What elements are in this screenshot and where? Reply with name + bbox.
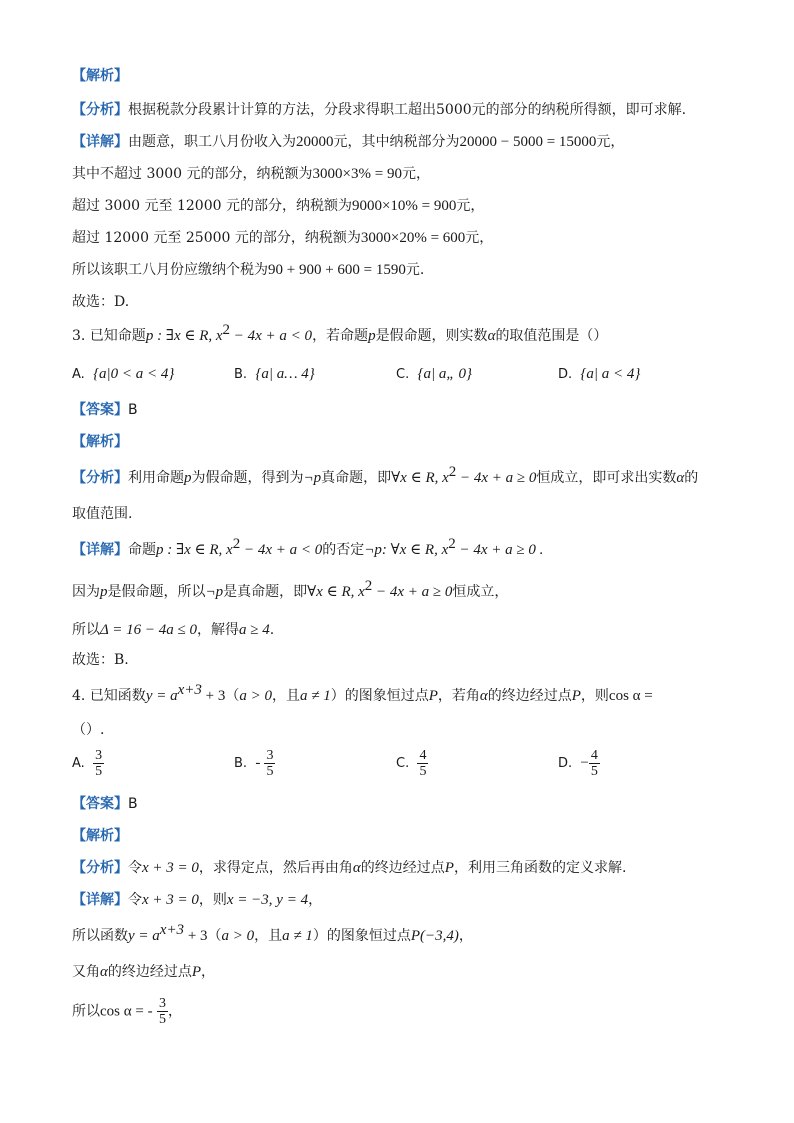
q3-detail-line-2: 因为p是假命题，所以¬p是真命题，即∀x ∈ R, $x^2 - 4x + a \ge 0$恒成立， bbox=[72, 578, 509, 600]
q3-jiexi-heading: 【解析】 bbox=[72, 434, 128, 450]
q4-stem-line-2: （）. bbox=[72, 722, 105, 738]
q3-analysis-line-1: 【分析】利用命题p为假命题，得到为¬p真命题，即∀x ∈ R, $x^2 - 4x + a \ge 0$恒成立，即可求出实数α的 bbox=[72, 464, 699, 486]
q4-option-a: A. $\frac{3}{5}$ bbox=[72, 748, 103, 779]
q3-option-a: A. {a|0 < a < 4} bbox=[72, 366, 175, 382]
fraction: $\frac{3}{5}$ bbox=[159, 996, 167, 1027]
fraction: $\frac{3}{5}$ bbox=[95, 748, 103, 779]
q3-stem: 3. 已知命题p : ∃x ∈ R, $x^2 - 4x + a < 0$，若命题p是假命题，则实数α的取值范围是（） bbox=[72, 322, 608, 344]
q3-option-d: D. {a| a < 4} bbox=[558, 366, 641, 382]
q2-analysis-line: 【分析】根据税款分段累计计算的方法，分段求得职工超出5000元的部分的纳税所得额，即可求解. bbox=[72, 102, 687, 118]
q4-detail-line-2: 所以函数$y = a^{x+3} + 3(a > 0$，且a ≠ 1）的图象恒过点P(−3,4)， bbox=[72, 922, 473, 944]
q4-detail-line-3: 又角α的终边经过点P， bbox=[72, 964, 216, 980]
q3-analysis-line-2: 取值范围. bbox=[72, 506, 133, 522]
q2-detail-line-5: 所以该职工八月份应缴纳个税为90 + 900 + 600 = 1590元. bbox=[72, 262, 425, 278]
q3-option-b: B. {a| a… 4} bbox=[234, 366, 315, 382]
q4-jiexi-heading: 【解析】 bbox=[72, 828, 128, 844]
q2-detail-line-1: 【详解】由题意，职工八月份收入为20000元，其中纳税部分为20000 − 5000 = 15000元， bbox=[72, 134, 625, 150]
q4-stem-line-1: 4. 已知函数$y = a^{x+3} + 3(a > 0$，且a ≠ 1）的图象恒过点P，若角α的终边经过点P，则cos α = bbox=[72, 682, 653, 704]
section-tag-analysis-heading: 【解析】 bbox=[72, 68, 128, 84]
q4-option-b: B. - $\frac{3}{5}$ bbox=[234, 748, 274, 779]
q2-detail-line-3: 超过 3000 元至 12000 元的部分，纳税额为9000×10% = 900元， bbox=[72, 198, 485, 214]
q2-choice: 故选：D. bbox=[72, 294, 130, 310]
q4-answer: 【答案】B bbox=[72, 796, 138, 812]
fraction: $\frac{3}{5}$ bbox=[266, 748, 274, 779]
q4-analysis-line: 【分析】令x + 3 = 0，求得定点，然后再由角α的终边经过点P，利用三角函数的定义求解. bbox=[72, 860, 627, 876]
fraction: $\frac{4}{5}$ bbox=[419, 748, 427, 779]
q4-detail-line-1: 【详解】令x + 3 = 0，则x = −3, y = 4， bbox=[72, 892, 323, 908]
q4-detail-line-4: 所以cos α = - $\frac{3}{5}$ ， bbox=[72, 996, 183, 1027]
q3-answer: 【答案】B bbox=[72, 402, 138, 418]
q3-detail-line-1: 【详解】命题p : ∃x ∈ R, $x^2 - 4x + a < 0$的否定¬p: ∀x ∈ R, $x^2 - 4x + a \ge 0$ . bbox=[72, 536, 544, 558]
q2-detail-line-2: 其中不超过 3000 元的部分，纳税额为3000×3% = 90元， bbox=[72, 166, 430, 182]
q3-choice: 故选：B. bbox=[72, 652, 129, 668]
q2-detail-line-4: 超过 12000 元至 25000 元的部分，纳税额为3000×20% = 600元， bbox=[72, 230, 494, 246]
q4-option-c: C. $\frac{4}{5}$ bbox=[396, 748, 427, 779]
q4-option-d: D. − $\frac{4}{5}$ bbox=[558, 748, 598, 779]
q3-detail-line-3: 所以Δ = 16 − 4a ≤ 0，解得a ≥ 4. bbox=[72, 622, 275, 638]
q3-option-c: C. {a| a„ 0} bbox=[396, 366, 472, 382]
fraction: $\frac{4}{5}$ bbox=[590, 748, 598, 779]
